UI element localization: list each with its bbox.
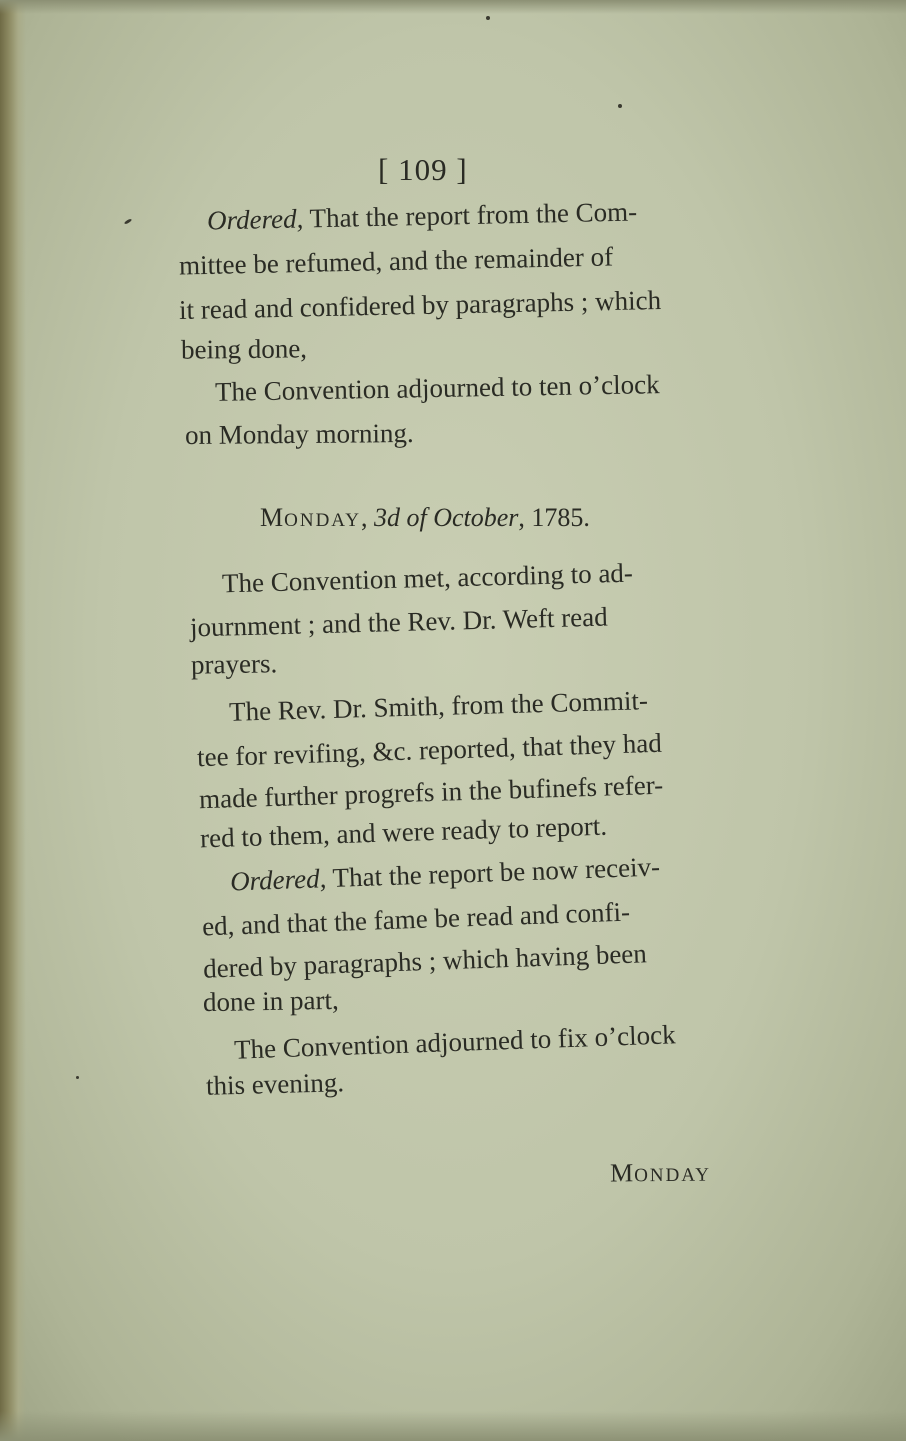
text-line: done in part, xyxy=(202,984,339,1018)
text-line: The Convention adjourned to fix o’clock xyxy=(233,1019,677,1065)
text-line: mittee be refumed, and the remainder of xyxy=(178,241,614,281)
text-line: The Convention adjourned to ten o’clock xyxy=(214,369,660,407)
ordered-lead: Ordered, xyxy=(229,863,327,897)
ordered-lead: Ordered, xyxy=(206,203,304,236)
page-number: [ 109 ] xyxy=(378,152,468,187)
page-top-edge xyxy=(0,0,906,14)
text-line: The Rev. Dr. Smith, from the Commit- xyxy=(228,685,649,727)
text-line: dered by paragraphs ; which having been xyxy=(202,938,648,984)
section-heading: MONDAY, 3d of October, 1785. xyxy=(260,503,590,532)
text-line: The Convention met, according to ad- xyxy=(221,557,634,599)
text-line: prayers. xyxy=(190,648,278,680)
page-binding-edge xyxy=(0,0,26,1441)
paper-speck xyxy=(76,1076,79,1079)
text-line: on Monday morning. xyxy=(184,418,414,450)
pencil-mark xyxy=(124,218,132,225)
text-line: this evening. xyxy=(205,1067,345,1101)
text-line: tee for revifing, &c. reported, that they had xyxy=(196,727,663,773)
paper-speck xyxy=(486,16,490,20)
text-line: it read and confidered by paragraphs ; which xyxy=(178,284,662,326)
text-line: red to them, and were ready to report. xyxy=(199,810,608,854)
catchword: MONDAY xyxy=(609,1158,712,1188)
text-line: Ordered, That the report from the Com- xyxy=(206,196,638,236)
text-line: being done, xyxy=(180,333,308,365)
page-bottom-edge xyxy=(0,1411,906,1441)
paper-speck xyxy=(618,104,622,108)
text-line: journment ; and the Rev. Dr. Weft read xyxy=(189,601,609,643)
text-line: ed, and that the fame be read and confi- xyxy=(201,896,631,942)
text-line: made further progrefs in the bufinefs refer- xyxy=(198,769,664,815)
text-line: Ordered, That the report be now receiv- xyxy=(229,851,661,897)
